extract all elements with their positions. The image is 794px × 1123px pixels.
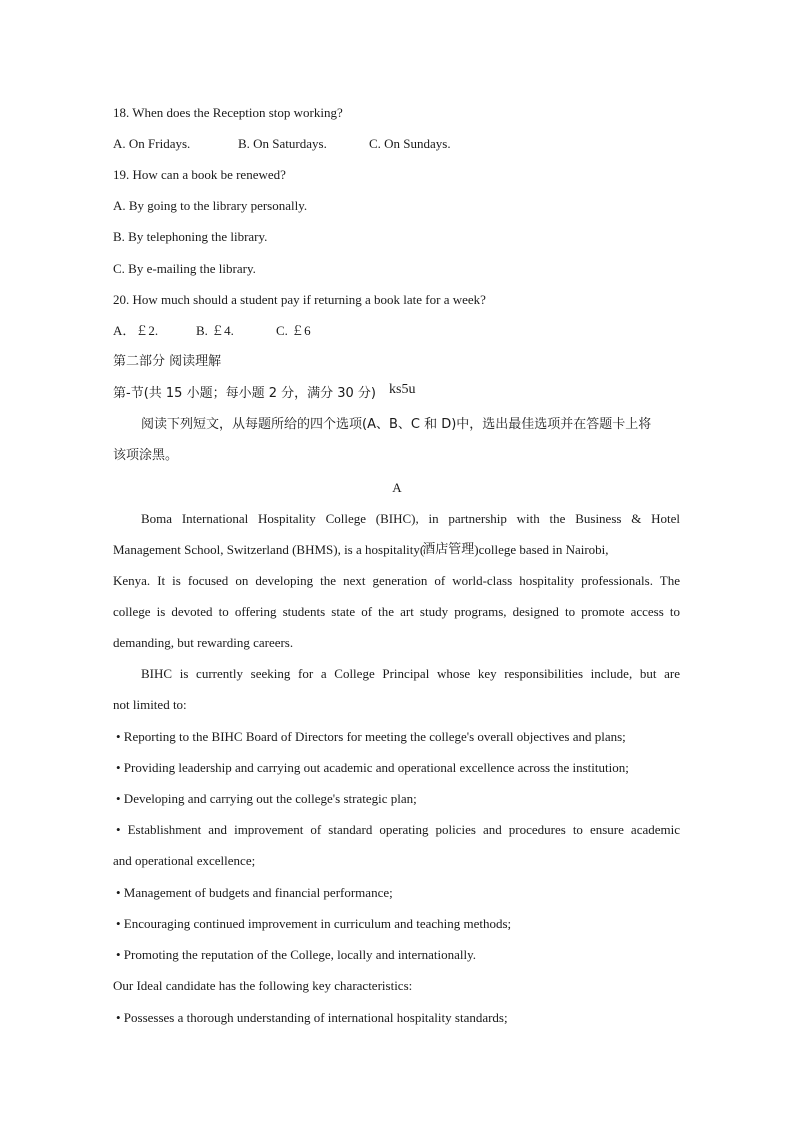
passage-p2-line-2: not limited to:	[113, 697, 187, 712]
part-title: 第二部分 阅读理解	[113, 354, 222, 369]
responsibility-bullet-continuation: and operational excellence;	[113, 853, 256, 868]
responsibility-bullet: • Developing and carrying out the college's strategic plan;	[116, 791, 417, 806]
instruction-line-1: 阅读下列短文，从每题所给的四个选项(A、B、C 和 D)中，选出最佳选项并在答题卡上将	[141, 417, 652, 432]
question-18-option-a: A. On Fridays.	[113, 136, 191, 151]
passage-p1-line-3: Kenya. It is focused on developing the next generation of world-class hospitality professionals. The	[113, 573, 680, 588]
passage-p1-line-2-head: Management School, Switzerland (BHMS), is a hospitality(	[113, 542, 425, 557]
question-20-option-b: B. ￡4.	[196, 323, 234, 338]
responsibility-bullet: • Encouraging continued improvement in curriculum and teaching methods;	[116, 916, 512, 931]
passage-label: A	[392, 480, 402, 495]
responsibility-bullet: • Providing leadership and carrying out academic and operational excellence across the institution;	[116, 760, 629, 775]
question-20-option-a: A．￡2.	[113, 323, 159, 338]
ideal-candidate-heading: Our Ideal candidate has the following key characteristics:	[113, 978, 413, 993]
passage-p1-line-2-chinese: 酒店管理	[422, 542, 475, 557]
responsibility-bullet: • Management of budgets and financial performance;	[116, 885, 393, 900]
question-18-option-b: B. On Saturdays.	[238, 136, 327, 151]
question-19-option-b: B. By telephoning the library.	[113, 229, 268, 244]
question-19-option-a: A. By going to the library personally.	[113, 198, 308, 213]
question-18-stem: 18. When does the Reception stop working?	[113, 105, 343, 120]
passage-p1-line-2	[113, 542, 680, 558]
responsibility-bullet: • Promoting the reputation of the College, locally and internationally.	[116, 947, 477, 962]
characteristic-bullet: • Possesses a thorough understanding of international hospitality standards;	[116, 1010, 508, 1025]
passage-p1-line-4: college is devoted to offering students state of the art study programs, designed to promote access to	[113, 604, 680, 619]
question-18-option-c: C. On Sundays.	[369, 136, 451, 151]
watermark-text: ks5u	[389, 382, 416, 397]
subsection-title: 第-节(共 15 小题；每小题 2 分，满分 30 分)	[113, 386, 376, 401]
passage-p1-line-1: Boma International Hospitality College (BIHC), in partnership with the Business & Hotel	[141, 511, 680, 526]
question-19-stem: 19. How can a book be renewed?	[113, 167, 286, 182]
passage-p1-line-5: demanding, but rewarding careers.	[113, 635, 294, 650]
passage-p1-line-2-tail: )college based in Nairobi,	[474, 542, 609, 557]
responsibility-bullet: • Establishment and improvement of standard operating policies and procedures to ensure academic	[116, 822, 680, 837]
instruction-line-2: 该项涂黑。	[113, 448, 179, 463]
responsibility-bullet: • Reporting to the BIHC Board of Directors for meeting the college's overall objectives and plans;	[116, 729, 626, 744]
passage-p2-line-1: BIHC is currently seeking for a College Principal whose key responsibilities include, but are	[141, 666, 680, 681]
question-19-option-c: C. By e-mailing the library.	[113, 261, 256, 276]
question-20-stem: 20. How much should a student pay if returning a book late for a week?	[113, 292, 486, 307]
question-20-option-c: C. ￡6	[276, 323, 311, 338]
